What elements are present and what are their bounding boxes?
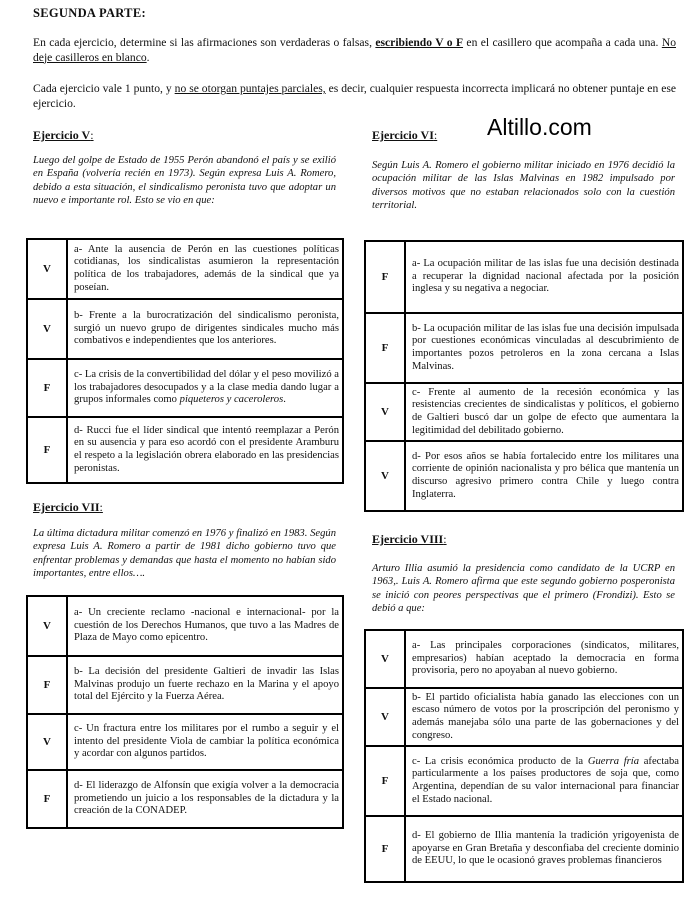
statement-cell: a- Las principales corporaciones (sindicatos, militares, empresarios) habían aceptado la democracia en forma provisoria, pero no apoyaban al nuevo gobierno. (405, 630, 683, 688)
exercise-intro: La última dictadura militar comenzó en 1976 y finalizó en 1983. Según expresa Luis A. Romero a partir de 1981 dicho gobierno tuvo que enfrentar problemas y demandas que hasta el momento no habían sido importantes, entre ellos…. (33, 528, 336, 579)
statement-cell: a- Ante la ausencia de Perón en las cuestiones políticas cotidianas, los sindicalistas asumieron la representación política de los trabajadores, además de la sindical que ya poseían. (67, 239, 343, 299)
statement-cell: a- La ocupación militar de las islas fue una decisión destinada a recuperar la dignidad nacional afectada por la posición inglesa y su negativa a negociar. (405, 241, 683, 313)
table-row (365, 313, 683, 383)
answer-cell: V (365, 688, 405, 746)
instr-emphasis: No deje casilleros en blanco (33, 36, 676, 64)
instr-text: es decir, cualquier respuesta incorrecta implicará no obtener puntaje en ese ejercicio. (33, 82, 676, 110)
table-row (27, 770, 343, 828)
instr-emphasis: escribiendo V o F (375, 36, 464, 49)
exercise-viii-table (364, 629, 684, 883)
table-row (27, 596, 343, 656)
statement-cell: b- Frente a la burocratización del sindicalismo peronista, surgió un nuevo grupo de dirigentes sindicales mucho más combativos e independientes que los anteriores. (67, 299, 343, 359)
table-row (27, 239, 343, 299)
instructions-paragraph-1 (33, 36, 676, 65)
statement-cell: b- La decisión del presidente Galtieri de invadir las Islas Malvinas produjo un fuerte rechazo en la Marina y el apoyo total del Ejército y la Fuerza Aérea. (67, 656, 343, 714)
statement-cell: d- El gobierno de Illia mantenía la tradición yrigoyenista de apoyarse en Gran Bretaña y desconfiaba del creciente dominio de EEUU, lo que le ocasionó graves problemas financieros (405, 816, 683, 882)
exercise-vi-table (364, 240, 684, 512)
answer-cell: V (365, 630, 405, 688)
page-title: SEGUNDA PARTE: (33, 6, 146, 20)
exercise-intro: Luego del golpe de Estado de 1955 Perón abandonó el país y se exilió en España (volvería recién en 1973). Según expresa Luis A. Romero, debido a esta situación, el sindicalismo peronista tuvo que adoptar un nuevo e importante rol. Esto se vio en que: (33, 155, 336, 206)
exercise-heading: Ejercicio VI: (372, 128, 438, 142)
instr-text: en el casillero que acompaña a cada una. (466, 36, 659, 49)
table-row (365, 816, 683, 882)
table-row (27, 714, 343, 770)
statement-cell: c- Frente al aumento de la recesión económica y las resistencias crecientes de sindicalistas y políticos, el gobierno de Galtieri buscó dar un golpe de efecto que aumentara la legitimidad del debilitado gobierno. (405, 383, 683, 441)
answer-cell: V (27, 596, 67, 656)
answer-cell: V (27, 239, 67, 299)
statement-cell: c- La crisis de la convertibilidad del dólar y el peso movilizó a los trabajadores desocupados y a la clase media dando lugar a grupos informales como piqueteros y caceroleros. (67, 359, 343, 417)
answer-cell: F (27, 359, 67, 417)
answer-cell: V (365, 441, 405, 511)
answer-cell: V (365, 383, 405, 441)
statement-cell: b- El partido oficialista había ganado las elecciones con un escaso número de votos por la proscripción del peronismo y además manejaba sólo una parte de las gobernaciones y del congreso. (405, 688, 683, 746)
statement-cell: c- Un fractura entre los militares por el rumbo a seguir y el intento del presidente Viola de cambiar la política económica y acordar con algunos partidos. (67, 714, 343, 770)
answer-cell: V (27, 714, 67, 770)
answer-cell: F (365, 816, 405, 882)
exercise-vii-table (26, 595, 344, 829)
instr-emphasis: no se otorgan puntajes parciales, (174, 82, 326, 95)
table-row (27, 656, 343, 714)
table-row (365, 688, 683, 746)
exercise-intro: Arturo Illia asumió la presidencia como candidato de la UCRP en 1963,. Luis A. Romero afirma que este segundo gobierno posperonista se inició con peores perspectivas que el primero (Frondizi). Esto se debió a que: (372, 563, 675, 614)
table-row (365, 383, 683, 441)
answer-cell: F (365, 241, 405, 313)
statement-cell: a- Un creciente reclamo -nacional e internacional- por la cuestión de los Derechos Humanos, que tuvo a las Madres de Plaza de Mayo como epicentro. (67, 596, 343, 656)
statement-cell: c- La crisis económica producto de la Guerra fría afectaba particularmente a los países productores de soja que, como Argentina, dependían de su valor internacional para financiar el Estado nacional. (405, 746, 683, 816)
table-row (27, 417, 343, 483)
answer-cell: V (27, 299, 67, 359)
answer-cell: F (27, 417, 67, 483)
exercise-heading: Ejercicio VII: (33, 500, 103, 514)
table-row (27, 299, 343, 359)
statement-cell: d- Por esos años se había fortalecido entre los militares una corriente de opinión nacionalista y pro bélica que mantenía un discurso agresivo primero contra Chile y luego contra Inglaterra. (405, 441, 683, 511)
table-row (365, 746, 683, 816)
answer-cell: F (365, 746, 405, 816)
answer-cell: F (365, 313, 405, 383)
instr-text: En cada ejercicio, determine si las afirmaciones son verdaderas o falsas, (33, 36, 372, 49)
watermark-logo: Altillo.com (487, 114, 592, 140)
instr-text: Cada ejercicio vale 1 punto, y (33, 82, 172, 95)
statement-cell: d- El liderazgo de Alfonsín que exigía volver a la democracia prometiendo un juicio a los responsables de la dictadura y la creación de la CONADEP. (67, 770, 343, 828)
exercise-heading: Ejercicio VIII: (372, 532, 447, 546)
table-row (365, 241, 683, 313)
instructions-paragraph-2 (33, 82, 676, 111)
exercise-heading: Ejercicio V: (33, 128, 94, 142)
answer-cell: F (27, 656, 67, 714)
exercise-v-table (26, 238, 344, 484)
instr-text: . (146, 50, 150, 64)
statement-cell: d- Rucci fue el líder sindical que intentó reemplazar a Perón en su ausencia y para eso acordó con el presidente Aramburu el respeto a la legislación obrera elaborado en las presidencias peronistas. (67, 417, 343, 483)
statement-cell: b- La ocupación militar de las islas fue una decisión impulsada por cuestiones económicas vinculadas al descubrimiento de importantes pozos petroleros en la zona cercana a Islas Malvinas. (405, 313, 683, 383)
exercise-intro: Según Luis A. Romero el gobierno militar iniciado en 1976 decidió la ocupación militar de las Islas Malvinas en 1982 impulsado por diversos motivos que no estaban relacionados solo con la cuestión territorial. (372, 160, 675, 211)
table-row (27, 359, 343, 417)
table-row (365, 441, 683, 511)
answer-cell: F (27, 770, 67, 828)
table-row (365, 630, 683, 688)
